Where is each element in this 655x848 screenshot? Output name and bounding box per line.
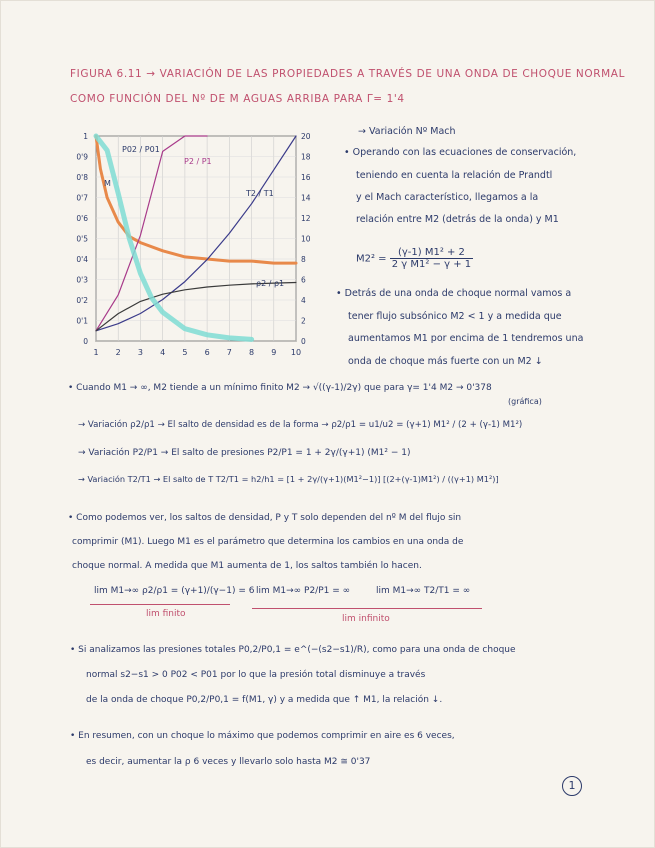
y-left-tick-label: 0'8 (76, 173, 88, 182)
x-tick-label: 2 (115, 348, 121, 357)
limit-infinite-label: lim infinito (342, 614, 390, 624)
note-b6-line2: es decir, aumentar la ρ 6 veces y llevarlo solo hasta M2 ≅ 0'37 (86, 757, 371, 767)
curve-label-4: ρ2 / ρ1 (256, 279, 285, 288)
y-right-tick-label: 6 (301, 275, 306, 285)
series-line-0 (96, 136, 296, 263)
curve-label-3: T2 / T1 (246, 189, 274, 198)
note-b1-line4: relación entre M2 (detrás de la onda) y M1 (356, 214, 559, 225)
x-tick-label: 1 (93, 348, 99, 357)
limit-infinite-underline (252, 608, 482, 609)
note-b5-line1: • Si analizamos las presiones totales P0,2/P0,1 = e^(−(s2−s1)/R), como para una onda de choque (70, 645, 516, 655)
y-left-tick-label: 0'3 (76, 275, 88, 285)
pressure-jump-note: → Variación P2/P1 → El salto de presiones P2/P1 = 1 + 2γ/(γ+1) (M1² − 1) (78, 448, 411, 458)
y-left-tick-label: 0'1 (76, 316, 88, 326)
x-tick-label: 5 (182, 348, 188, 357)
x-tick-label: 3 (137, 348, 143, 357)
x-tick-label: 6 (204, 348, 210, 357)
curve-label-2: P2 / P1 (184, 157, 212, 166)
figure-title-line2: COMO FUNCIÓN DEL Nº DE M AGUAS ARRIBA PARA Γ= 1'4 (70, 93, 405, 105)
y-left-tick-label: 0'5 (76, 234, 88, 244)
note-b2-line2: tener flujo subsónico M2 < 1 y a medida que (348, 311, 562, 322)
y-right-tick-label: 18 (301, 152, 311, 162)
y-right-tick-label: 16 (301, 173, 311, 182)
limit-finite-underline (90, 604, 230, 605)
note-b2-line1: • Detrás de una onda de choque normal vamos a (336, 288, 572, 299)
note-b5-line3: de la onda de choque P0,2/P0,1 = f(M1, γ) y a medida que ↑ M1, la relación ↓. (86, 695, 443, 705)
temperature-jump-note: → Variación T2/T1 → El salto de T T2/T1 = h2/h1 = [1 + 2γ/(γ+1)(M1²−1)] [(2+(γ-1)M1²) / ((γ+1) M1²)] (78, 474, 499, 484)
y-right-tick-label: 2 (301, 316, 306, 326)
limit-temperature: lim M1→∞ T2/T1 = ∞ (376, 586, 471, 596)
note-b5-line2: normal s2−s1 > 0 P02 < P01 por lo que la presión total disminuye a través (86, 670, 426, 680)
y-left-tick-label: 0'6 (76, 214, 88, 223)
y-left-tick-label: 1 (83, 132, 88, 141)
page-number: 1 (562, 776, 582, 796)
mach-variation-note: → Variación Nº Mach (358, 126, 456, 137)
y-right-tick-label: 10 (301, 234, 311, 244)
note-b4-line2: comprimir (M1). Luego M1 es el parámetro que determina los cambios en una onda de (72, 537, 464, 547)
shock-wave-chart (64, 126, 314, 366)
mach-equation-denominator: 2 γ M1² − γ + 1 (391, 259, 472, 270)
density-jump-note: → Variación ρ2/ρ1 → El salto de densidad es de la forma → ρ2/ρ1 = u1/u2 = (γ+1) M1² / (2 + (γ-1) M1²) (78, 420, 523, 430)
y-right-tick-label: 20 (301, 132, 311, 141)
note-b1-line2: teniendo en cuenta la relación de Prandtl (356, 170, 553, 181)
curve-label-1: M (104, 179, 111, 188)
y-right-tick-label: 14 (301, 193, 311, 203)
series-line-4 (96, 136, 252, 339)
note-b3: • Cuando M1 → ∞, M2 tiende a un mínimo finito M2 → √((γ-1)/2γ) que para γ= 1'4 M2 → 0'378 (68, 383, 492, 393)
y-right-tick-label: 0 (301, 337, 306, 346)
y-left-tick-label: 0 (83, 337, 88, 346)
note-b4-line1: • Como podemos ver, los saltos de densidad, P y T solo dependen del nº M del flujo sin (68, 513, 462, 523)
mach-equation-lhs: M2² = (356, 253, 387, 265)
note-b1-line3: y el Mach característico, llegamos a la (356, 192, 539, 203)
y-left-tick-label: 0'2 (76, 296, 88, 305)
y-right-tick-label: 12 (301, 214, 311, 223)
x-tick-label: 8 (249, 348, 255, 357)
limit-density: lim M1→∞ ρ2/ρ1 = (γ+1)/(γ−1) = 6 (94, 586, 255, 596)
y-right-tick-label: 4 (301, 296, 306, 305)
y-left-tick-label: 0'7 (76, 193, 88, 203)
figure-title-line1: FIGURA 6.11 → VARIACIÓN DE LAS PROPIEDADES A TRAVÉS DE UNA ONDA DE CHOQUE NORMAL (70, 68, 626, 80)
y-left-tick-label: 0'4 (76, 255, 88, 264)
note-b2-line4: onda de choque más fuerte con un M2 ↓ (348, 356, 543, 367)
mach-equation-numerator: (γ-1) M1² + 2 (390, 247, 473, 259)
y-left-tick-label: 0'9 (76, 152, 88, 162)
mach-equation (356, 247, 473, 270)
y-right-tick-label: 8 (301, 255, 306, 264)
note-b2-line3: aumentamos M1 por encima de 1 tendremos una (348, 333, 584, 344)
limit-pressure: lim M1→∞ P2/P1 = ∞ (256, 586, 351, 596)
note-b4-line3: choque normal. A medida que M1 aumenta de 1, los saltos también lo hacen. (72, 561, 422, 571)
x-tick-label: 7 (226, 348, 232, 357)
mach-equation-fraction (390, 247, 473, 270)
series-line-3 (96, 283, 296, 331)
x-tick-label: 4 (160, 348, 166, 357)
curve-label-0: P02 / P01 (122, 145, 160, 154)
note-b1-line1: • Operando con las ecuaciones de conservación, (344, 147, 577, 158)
x-tick-label: 9 (271, 348, 277, 357)
limit-finite-label: lim finito (146, 609, 186, 619)
x-tick-label: 10 (290, 348, 302, 357)
note-b3-sub: (gráfica) (508, 397, 542, 406)
note-b6-line1: • En resumen, con un choque lo máximo que podemos comprimir en aire es 6 veces, (70, 731, 455, 741)
